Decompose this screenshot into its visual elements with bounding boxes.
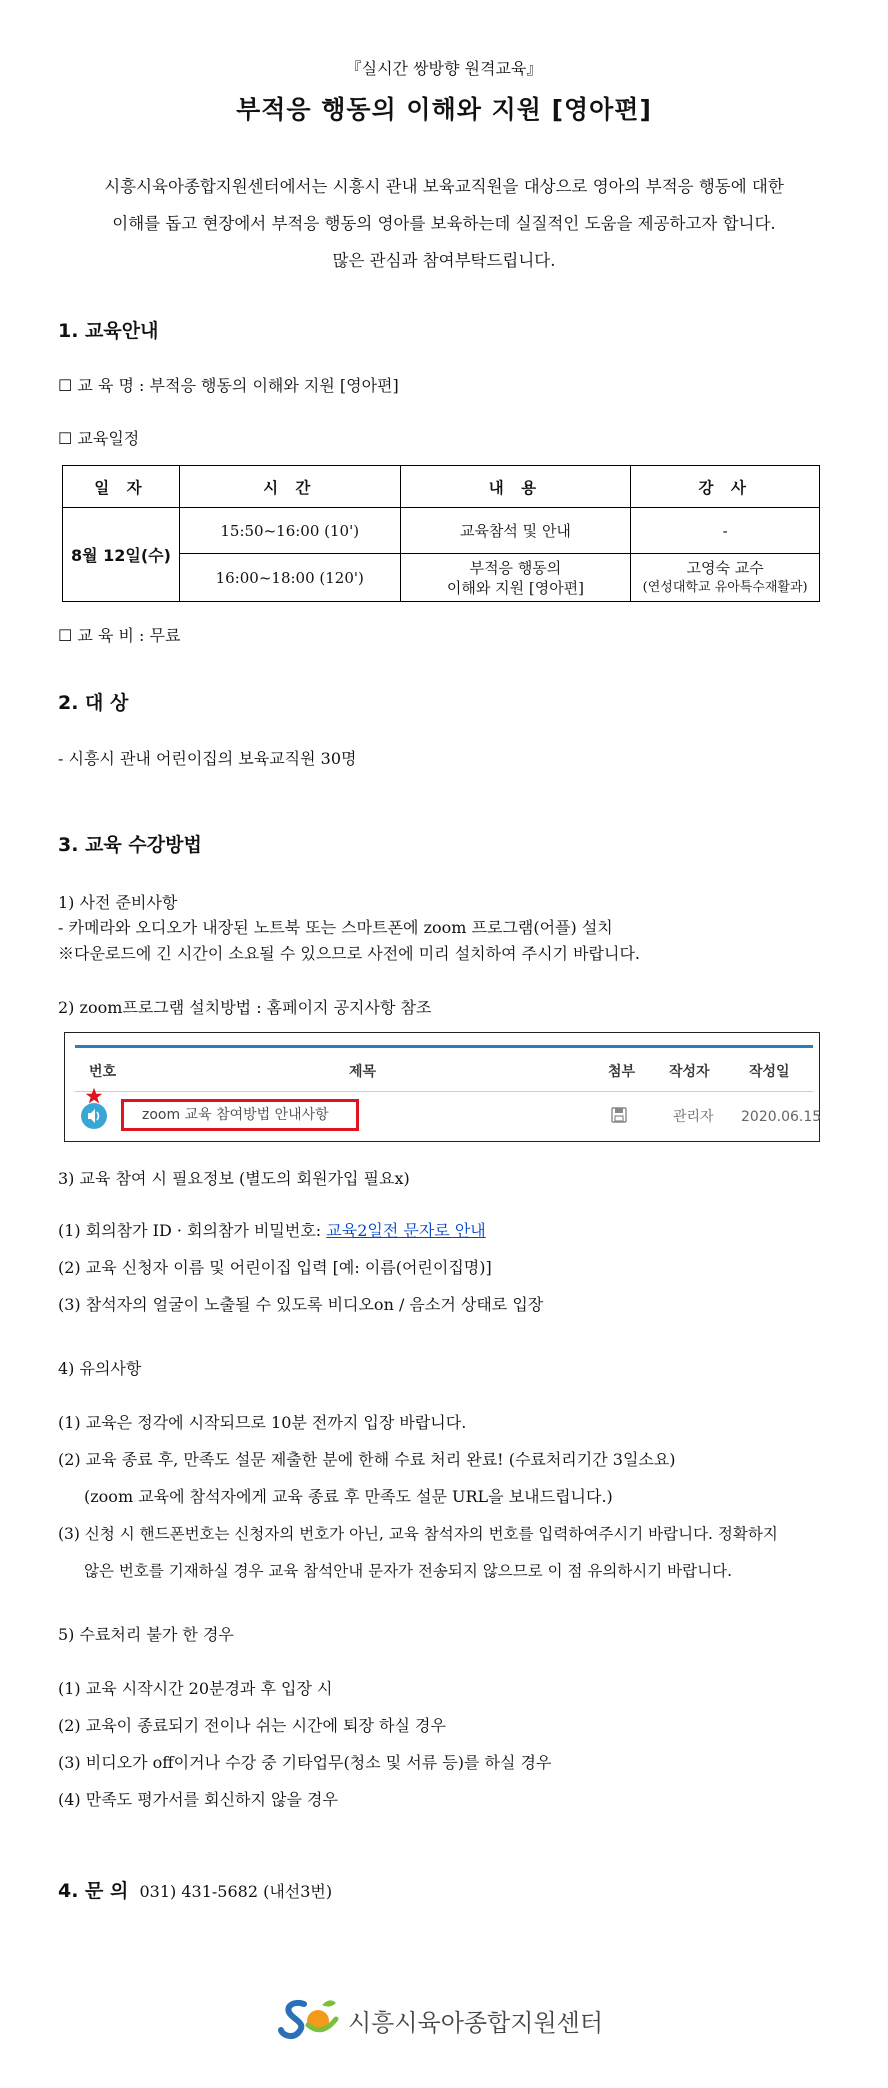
course-name: ☐ 교 육 명 : 부적응 행동의 이해와 지원 [영아편] [58, 376, 399, 395]
fail-line-3: (3) 비디오가 off이거나 수강 중 기타업무(청소 및 서류 등)를 하실 경우 [58, 1753, 552, 1772]
fail-line-1: (1) 교육 시작시간 20분경과 후 입장 시 [58, 1679, 333, 1698]
install-title: 2) zoom프로그램 설치방법 : 홈페이지 공지사항 참조 [58, 998, 432, 1017]
schedule-content-1: 교육참석 및 안내 [400, 508, 631, 554]
caution-line-3b: 않은 번호를 기재하실 경우 교육 참석안내 문자가 전송되지 않으므로 이 점 유의하시기 바랍니다. [84, 1562, 733, 1580]
target-audience: - 시흥시 관내 어린이집의 보육교직원 30명 [58, 749, 357, 768]
section-2-heading: 2. 대 상 [58, 692, 129, 714]
intro-line-2: 이해를 돕고 현장에서 부적응 행동의 영아를 보육하는데 실질적인 도움을 제공하고자 합니다. [112, 214, 776, 233]
caution-line-2b: (zoom 교육에 참석자에게 교육 종료 후 만족도 설문 URL을 보내드립니다.) [84, 1487, 613, 1506]
contact-phone: 031) 431-5682 (내선3번) [139, 1882, 333, 1901]
prep-title: 1) 사전 준비사항 [58, 893, 178, 912]
board-col-title: 제목 [349, 1064, 377, 1080]
info-title: 3) 교육 참여 시 필요정보 (별도의 회원가입 필요x) [58, 1169, 410, 1188]
info-line-2: (2) 교육 신청자 이름 및 어린이집 입력 [예: 이름(어린이집명)] [58, 1258, 492, 1277]
instructor-name: 고영숙 교수 [686, 558, 764, 577]
fail-line-2: (2) 교육이 종료되기 전이나 쉬는 시간에 퇴장 하실 경우 [58, 1716, 446, 1735]
fail-line-4: (4) 만족도 평가서를 회신하지 않을 경우 [58, 1790, 338, 1809]
speaker-icon [81, 1103, 107, 1129]
schedule-header-date: 일 자 [63, 466, 180, 508]
contact-line [58, 1876, 332, 1903]
caution-title: 4) 유의사항 [58, 1359, 142, 1378]
schedule-header-content: 내 용 [400, 466, 631, 508]
section-4-heading: 4. 문 의 [58, 1880, 129, 1902]
intro-line-1: 시흥시육아종합지원센터에서는 시흥시 관내 보육교직원을 대상으로 영아의 부적응 행동에 대한 [104, 177, 784, 196]
schedule-header-time: 시 간 [179, 466, 400, 508]
schedule-content-2-line-1: 부적응 행동의 [469, 558, 562, 577]
footer-logo [278, 1995, 618, 2041]
post-date: 2020.06.15 [741, 1109, 822, 1125]
schedule-time-1: 15:50~16:00 (10') [179, 508, 400, 554]
board-divider [75, 1091, 813, 1092]
schedule-instructor-1: - [631, 508, 820, 554]
post-author: 관리자 [673, 1109, 714, 1125]
table-row [63, 508, 820, 554]
board-accent-line [75, 1045, 813, 1048]
intro-line-3: 많은 관심과 참여부탁드립니다. [332, 251, 556, 270]
post-title: zoom 교육 참여방법 안내사항 [142, 1107, 329, 1123]
schedule-content-2 [400, 554, 631, 602]
board-col-date: 작성일 [749, 1064, 790, 1080]
info-line-3: (3) 참석자의 얼굴이 노출될 수 있도록 비디오on / 음소거 상태로 입장 [58, 1295, 544, 1314]
caution-line-1: (1) 교육은 정각에 시작되므로 10분 전까지 입장 바랍니다. [58, 1413, 467, 1432]
schedule-label: ☐ 교육일정 [58, 429, 140, 448]
info-line-1 [58, 1220, 486, 1242]
subtitle: 『실시간 쌍방향 원격교육』 [345, 59, 543, 78]
board-col-author: 작성자 [669, 1064, 710, 1080]
sms-guide-link[interactable]: 교육2일전 문자로 안내 [326, 1221, 486, 1240]
course-fee: ☐ 교 육 비 : 무료 [58, 626, 181, 645]
caution-line-3: (3) 신청 시 핸드폰번호는 신청자의 번호가 아닌, 교육 참석자의 번호를 입력하여주시기 바랍니다. 정확하지 [58, 1525, 778, 1543]
schedule-instructor-2 [631, 554, 820, 602]
board-col-no: 번호 [89, 1064, 117, 1080]
prep-line-2: ※다운로드에 긴 시간이 소요될 수 있으므로 사전에 미리 설치하여 주시기 바랍니다. [58, 944, 640, 963]
page-title: 부적응 행동의 이해와 지원 [영아편] [236, 95, 652, 124]
section-1-heading: 1. 교육안내 [58, 320, 159, 342]
attachment-icon[interactable] [611, 1107, 629, 1125]
schedule-header-row [63, 466, 820, 508]
section-3-heading: 3. 교육 수강방법 [58, 834, 202, 856]
schedule-time-2: 16:00~18:00 (120') [179, 554, 400, 602]
info-line-1-text: (1) 회의참가 ID · 회의참가 비밀번호: [58, 1221, 327, 1240]
board-col-attach: 첨부 [608, 1064, 636, 1080]
schedule-content-2-line-2: 이해와 지원 [영아편] [446, 578, 585, 597]
org-name: 시흥시육아종합지원센터 [348, 2009, 604, 2037]
post-title-link[interactable] [121, 1099, 359, 1131]
prep-line-1: - 카메라와 오디오가 내장된 노트북 또는 스마트폰에 zoom 프로그램(어플) 설치 [58, 918, 613, 937]
schedule-date: 8월 12일(수) [63, 508, 180, 602]
schedule-table [62, 465, 820, 602]
fail-title: 5) 수료처리 불가 한 경우 [58, 1625, 234, 1644]
notice-board [64, 1032, 820, 1142]
instructor-affiliation: (연성대학교 유아특수재활과) [642, 579, 808, 595]
caution-line-2: (2) 교육 종료 후, 만족도 설문 제출한 분에 한해 수료 처리 완료! (수료처리기간 3일소요) [58, 1450, 676, 1469]
logo-icon [278, 1995, 340, 2041]
schedule-header-instructor: 강 사 [631, 466, 820, 508]
